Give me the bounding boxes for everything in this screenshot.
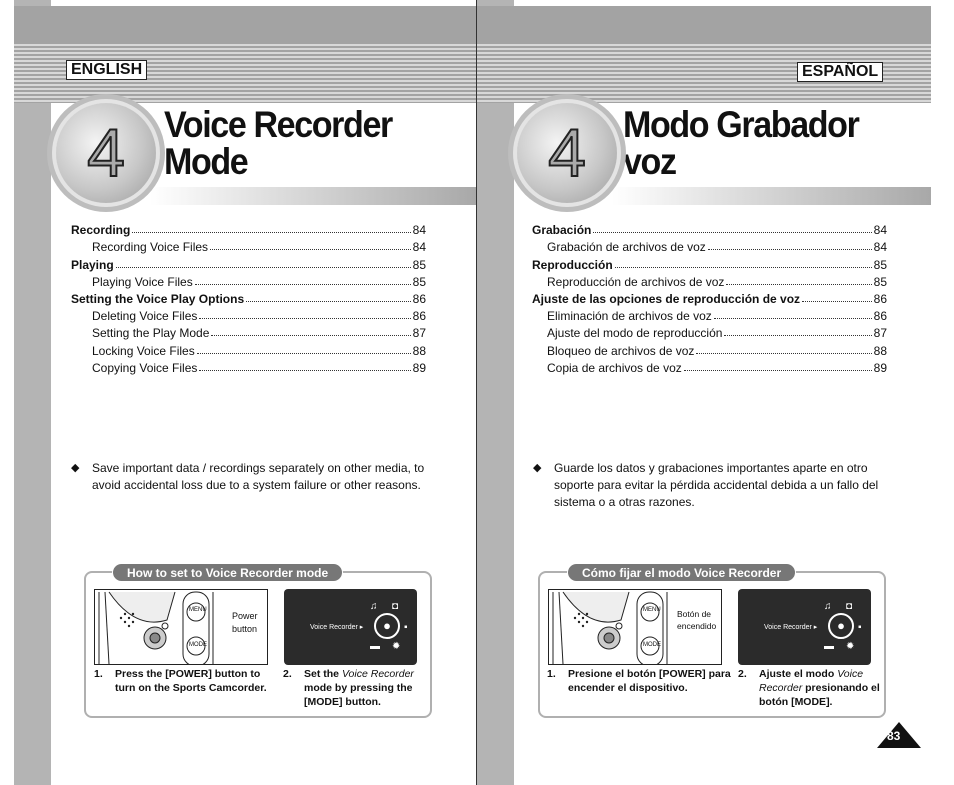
toc-dot-leader	[195, 284, 411, 285]
screen-mode-label: Voice Recorder ▸	[310, 624, 364, 631]
power-button-label-line1: Botón de	[677, 609, 712, 619]
step-2-number: 2.	[738, 668, 747, 680]
toc-entry	[532, 340, 887, 357]
chapter-title-line1: Modo Grabador	[623, 104, 859, 145]
note-text: Save important data / recordings separately on other media, to avoid accidental loss due to a system failure or other reasons.	[92, 461, 425, 492]
header-stripes	[14, 6, 477, 103]
chapter-title-line1: Voice Recorder	[164, 104, 392, 145]
toc-dot-leader	[708, 249, 872, 250]
right-sidebar-bar	[477, 0, 514, 785]
toc-entry-page: 85	[873, 257, 887, 272]
toc-entry-title: Ajuste del modo de reproducción	[547, 326, 723, 341]
power-button-label-line2: encendido	[677, 621, 717, 631]
microphone-icon: ●	[374, 613, 400, 639]
toc-entry	[71, 272, 426, 289]
page-number: 83	[887, 729, 901, 743]
video-camera-icon: ▪	[404, 622, 408, 633]
toc-dot-leader	[714, 318, 872, 319]
toc-entry-title: Copia de archivos de voz	[547, 360, 682, 375]
chapter-title	[164, 106, 392, 180]
toc-dot-leader	[802, 301, 872, 302]
toc-entry	[71, 306, 426, 323]
toc-entry-title: Grabación de archivos de voz	[547, 240, 706, 255]
lcd-screen	[738, 589, 871, 665]
toc-entry-title: Playing	[71, 257, 114, 272]
toc-dot-leader	[593, 232, 871, 233]
lcd-screen	[284, 589, 417, 665]
toc-dot-leader	[199, 370, 410, 371]
toc-entry-page: 86	[873, 309, 887, 324]
chapter-title-line2: Mode	[164, 141, 248, 182]
header-stripes	[477, 6, 931, 103]
toc-entry-page: 88	[873, 343, 887, 358]
power-button-label-line2: button	[232, 624, 258, 634]
toc-entry	[532, 254, 887, 271]
toc-entry-title: Playing Voice Files	[92, 274, 193, 289]
toc-dot-leader	[116, 267, 411, 268]
toc-entry	[71, 340, 426, 357]
howto-panel-title: Cómo fijar el modo Voice Recorder	[567, 563, 796, 582]
note-paragraph	[71, 460, 441, 494]
microphone-icon: ●	[828, 613, 854, 639]
step-2-number: 2.	[283, 668, 292, 680]
toc-entry-page: 88	[412, 343, 426, 358]
step-2	[738, 667, 884, 709]
toc-dot-leader	[684, 370, 872, 371]
music-note-icon: ♫	[370, 601, 378, 612]
toc-entry	[71, 358, 426, 375]
settings-gear-icon: ✹	[846, 641, 855, 652]
toc-entry	[532, 272, 887, 289]
toc-entry-page: 89	[412, 360, 426, 375]
folder-icon: ▬	[824, 641, 834, 652]
step-1-number: 1.	[547, 668, 556, 680]
toc-dot-leader	[246, 301, 411, 302]
language-label-english: ENGLISH	[66, 60, 147, 80]
diamond-bullet-icon: ◆	[533, 462, 542, 474]
toc-entry-title: Copying Voice Files	[92, 360, 198, 375]
toc-entry-title: Ajuste de las opciones de reproducción de voz	[532, 291, 801, 306]
toc-entry-page: 86	[412, 291, 426, 306]
toc-entry-page: 84	[412, 240, 426, 255]
toc-entry-page: 84	[412, 223, 426, 238]
toc-entry-title: Locking Voice Files	[92, 343, 195, 358]
mode-button-label: MODE	[189, 642, 207, 648]
toc-dot-leader	[211, 335, 410, 336]
table-of-contents	[71, 220, 426, 375]
toc-entry-page: 85	[412, 274, 426, 289]
menu-button-label: MENU	[643, 607, 661, 613]
chapter-number-badge	[56, 103, 156, 203]
toc-entry-page: 89	[873, 360, 887, 375]
right-page	[477, 0, 954, 785]
step-1	[94, 667, 274, 695]
camcorder-illustration	[548, 589, 722, 665]
toc-entry	[71, 254, 426, 271]
toc-dot-leader	[132, 232, 410, 233]
chapter-number: 4	[548, 115, 586, 191]
chapter-title-line2: voz	[623, 141, 676, 182]
note-text: Guarde los datos y grabaciones importantes aparte en otro soporte para evitar la pérdida accidental debida a un fallo del sistema o a otras razones.	[554, 461, 879, 509]
step-1-text: Presione el botón [POWER] para encender el dispositivo.	[568, 668, 731, 694]
toc-entry-page: 86	[873, 291, 887, 306]
toc-entry-title: Grabación	[532, 223, 592, 238]
power-button-label-line1: Power	[232, 611, 258, 621]
toc-dot-leader	[696, 353, 871, 354]
step-1-number: 1.	[94, 668, 103, 680]
camcorder-illustration	[94, 589, 268, 665]
table-of-contents	[532, 220, 887, 375]
diamond-bullet-icon: ◆	[71, 462, 80, 474]
toc-entry-page: 84	[873, 223, 887, 238]
toc-entry	[532, 237, 887, 254]
title-gradient-bar	[150, 187, 477, 205]
toc-entry-page: 85	[873, 274, 887, 289]
toc-entry-page: 85	[412, 257, 426, 272]
toc-entry	[532, 289, 887, 306]
toc-entry-page: 84	[873, 240, 887, 255]
step-1	[547, 667, 737, 695]
mode-button-label: MODE	[643, 642, 661, 648]
howto-panel-title: How to set to Voice Recorder mode	[112, 563, 343, 582]
toc-entry	[532, 220, 887, 237]
folder-icon: ▬	[370, 641, 380, 652]
toc-entry	[71, 220, 426, 237]
toc-entry-title: Bloqueo de archivos de voz	[547, 343, 695, 358]
toc-entry	[532, 358, 887, 375]
settings-gear-icon: ✹	[392, 641, 401, 652]
toc-entry-title: Setting the Voice Play Options	[71, 291, 245, 306]
camera-icon: ◘	[392, 601, 399, 612]
menu-button-label: MENU	[189, 607, 207, 613]
video-camera-icon: ▪	[858, 622, 862, 633]
camera-icon: ◘	[846, 601, 853, 612]
toc-entry-title: Reproducción	[532, 257, 613, 272]
toc-entry-title: Eliminación de archivos de voz	[547, 309, 712, 324]
step-2	[283, 667, 429, 709]
step-2-text: Set the Voice Recorder mode by pressing the [MODE] button.	[304, 668, 414, 708]
toc-entry	[71, 237, 426, 254]
toc-dot-leader	[197, 353, 411, 354]
toc-dot-leader	[210, 249, 411, 250]
toc-entry-page: 87	[873, 326, 887, 341]
chapter-number: 4	[87, 115, 125, 191]
toc-entry-title: Reproducción de archivos de voz	[547, 274, 725, 289]
left-sidebar-bar	[14, 0, 51, 785]
language-label-spanish: ESPAÑOL	[797, 62, 883, 82]
toc-entry-title: Setting the Play Mode	[92, 326, 210, 341]
music-note-icon: ♫	[824, 601, 832, 612]
toc-entry-page: 87	[412, 326, 426, 341]
toc-dot-leader	[726, 284, 871, 285]
toc-entry	[71, 289, 426, 306]
screen-mode-label: Voice Recorder ▸	[764, 624, 818, 631]
toc-entry-title: Deleting Voice Files	[92, 309, 198, 324]
toc-entry	[532, 323, 887, 340]
page-number-badge	[877, 722, 921, 748]
chapter-title	[623, 106, 858, 180]
toc-dot-leader	[724, 335, 871, 336]
toc-entry	[532, 306, 887, 323]
toc-dot-leader	[615, 267, 872, 268]
step-2-text: Ajuste el modo Voice Recorder presionando el botón [MODE].	[759, 668, 880, 708]
step-1-text: Press the [POWER] button to turn on the Sports Camcorder.	[115, 668, 267, 694]
title-gradient-bar	[612, 187, 931, 205]
note-paragraph	[533, 460, 903, 511]
chapter-number-badge	[517, 103, 617, 203]
toc-entry	[71, 323, 426, 340]
toc-dot-leader	[199, 318, 410, 319]
toc-entry-page: 86	[412, 309, 426, 324]
toc-entry-title: Recording Voice Files	[92, 240, 209, 255]
toc-entry-title: Recording	[71, 223, 131, 238]
